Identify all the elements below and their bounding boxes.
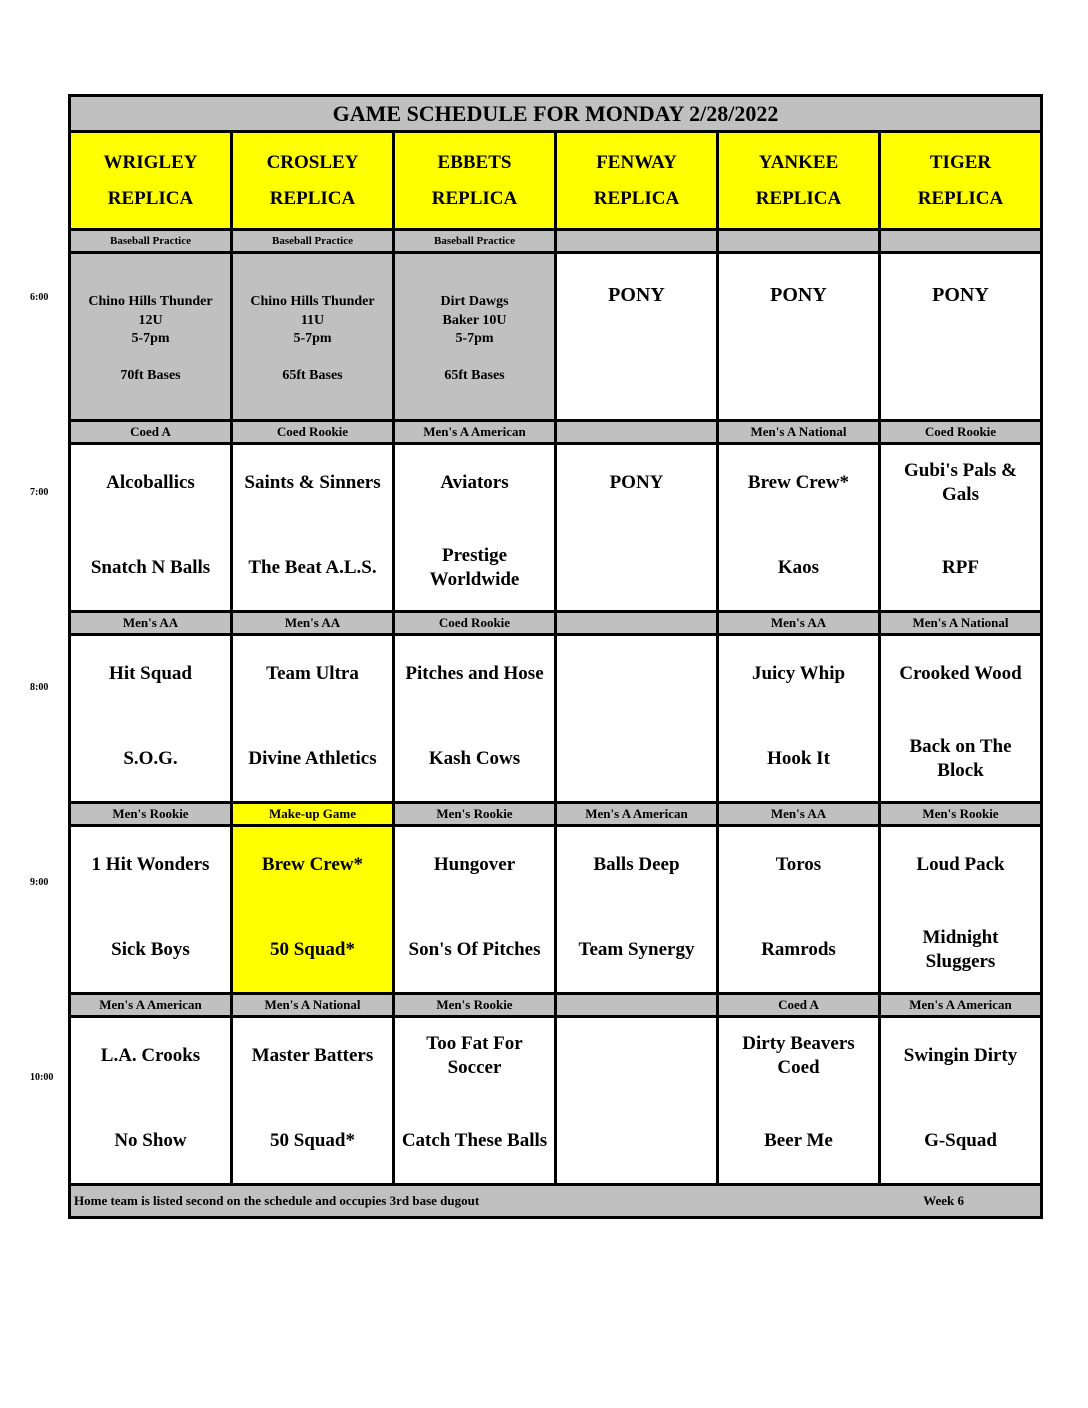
division-row: [71, 995, 1040, 1018]
division-label: Coed Rookie: [233, 422, 392, 442]
practice-line: 12U: [138, 312, 163, 328]
game-cell: [719, 1018, 878, 1183]
away-team: 1 Hit Wonders: [91, 854, 210, 875]
field-name: WRIGLEY: [103, 151, 198, 173]
field-name: YANKEE: [758, 151, 839, 173]
field-name: TIGER: [929, 151, 992, 173]
division-row: [71, 422, 1040, 445]
away-team: Saints & Sinners: [244, 472, 381, 493]
away-team: Hit Squad: [109, 663, 192, 684]
field-sub: REPLICA: [593, 187, 680, 209]
division-row: [71, 804, 1040, 827]
practice-cell: [233, 254, 392, 419]
division-row: [71, 231, 1040, 254]
away-team: Alcoballics: [106, 472, 195, 493]
division-label: Men's AA: [233, 613, 392, 633]
division-label: Baseball Practice: [395, 231, 554, 251]
time-label: 9:00: [30, 877, 49, 888]
game-cell: [395, 636, 554, 801]
division-label: Men's A National: [719, 422, 878, 442]
practice-line: Dirt Dawgs: [440, 294, 509, 309]
makeup-game-cell: [233, 827, 392, 992]
game-cell: [719, 636, 878, 801]
away-team: Swingin Dirty: [903, 1045, 1018, 1066]
game-cell: [557, 1018, 716, 1183]
field-header: [233, 133, 392, 228]
field-name: EBBETS: [437, 151, 512, 173]
practice-line: Baker 10U: [442, 312, 507, 328]
practice-cell: [71, 254, 230, 419]
game-cell: [233, 1018, 392, 1183]
division-label: Men's A American: [557, 804, 716, 824]
division-row: [71, 613, 1040, 636]
pony-label: PONY: [932, 284, 989, 306]
field-sub: REPLICA: [917, 187, 1004, 209]
home-team: Beer Me: [764, 1130, 833, 1151]
division-label: Coed A: [719, 995, 878, 1015]
home-team: Divine Athletics: [248, 748, 377, 769]
division-label: [557, 995, 716, 1015]
page-title: GAME SCHEDULE FOR MONDAY 2/28/2022: [71, 97, 1040, 133]
game-cell: [395, 445, 554, 610]
field-name: FENWAY: [596, 151, 677, 173]
game-cell: [881, 636, 1040, 801]
division-label: Men's Rookie: [395, 804, 554, 824]
division-label: Baseball Practice: [233, 231, 392, 251]
practice-line: Chino Hills Thunder: [88, 294, 213, 309]
away-team: Brew Crew*: [747, 472, 850, 493]
away-team: Dirty Beavers Coed: [742, 1033, 855, 1078]
division-label: Men's A American: [395, 422, 554, 442]
away-team: Too Fat For Soccer: [426, 1033, 523, 1078]
field-header: [71, 133, 230, 228]
home-team: Back on The Block: [909, 736, 1012, 781]
field-header: [557, 133, 716, 228]
time-label: 6:00: [30, 292, 49, 303]
practice-line: 65ft Bases: [444, 368, 505, 383]
division-label: Men's Rookie: [71, 804, 230, 824]
practice-line: 70ft Bases: [120, 368, 181, 383]
game-cell: [71, 1018, 230, 1183]
division-label: Coed A: [71, 422, 230, 442]
away-team: Crooked Wood: [899, 663, 1022, 684]
game-cell: [71, 827, 230, 992]
week-label: Week 6: [923, 1193, 964, 1208]
home-team: Hook It: [767, 748, 830, 769]
division-label: Men's A National: [881, 613, 1040, 633]
pony-label: PONY: [770, 284, 827, 306]
practice-cell: [395, 254, 554, 419]
time-label: 10:00: [30, 1072, 54, 1083]
game-cell: [881, 1018, 1040, 1183]
division-label: Men's AA: [719, 613, 878, 633]
division-label: [557, 422, 716, 442]
home-team: RPF: [942, 557, 979, 578]
game-row: [71, 445, 1040, 613]
practice-line: 11U: [300, 312, 325, 328]
away-team: Team Ultra: [266, 663, 359, 684]
field-header: [395, 133, 554, 228]
game-cell: [719, 827, 878, 992]
game-cell: [719, 254, 878, 419]
game-row: [71, 254, 1040, 422]
practice-line: 5-7pm: [455, 331, 494, 346]
away-team: Pitches and Hose: [405, 663, 544, 684]
home-team: No Show: [114, 1130, 187, 1151]
footer-note: Home team is listed second on the schedule and occupies 3rd base dugout: [74, 1193, 480, 1208]
field-sub: REPLICA: [431, 187, 518, 209]
division-label: Men's AA: [719, 804, 878, 824]
practice-line: Chino Hills Thunder: [250, 294, 375, 309]
home-team: Son's Of Pitches: [408, 939, 541, 960]
away-team: PONY: [609, 472, 664, 493]
time-label: 7:00: [30, 487, 49, 498]
game-row: [71, 827, 1040, 995]
home-team: Snatch N Balls: [90, 557, 211, 578]
home-team: Catch These Balls: [401, 1130, 548, 1151]
division-label: [719, 231, 878, 251]
game-cell: [557, 254, 716, 419]
home-team: Team Synergy: [578, 939, 695, 960]
footer: [71, 1186, 1040, 1216]
home-team: Ramrods: [761, 939, 836, 960]
time-column: [0, 0, 68, 1408]
division-label: [881, 231, 1040, 251]
division-label: Men's A American: [71, 995, 230, 1015]
home-team: The Beat A.L.S.: [248, 557, 377, 578]
game-cell: [881, 254, 1040, 419]
division-label: Men's AA: [71, 613, 230, 633]
time-label: 8:00: [30, 682, 49, 693]
away-team: L.A. Crooks: [100, 1045, 201, 1066]
game-cell: [71, 636, 230, 801]
field-header: [881, 133, 1040, 228]
away-team: Brew Crew*: [261, 854, 364, 875]
division-label: Baseball Practice: [71, 231, 230, 251]
away-team: Hungover: [433, 854, 516, 875]
division-label: [557, 231, 716, 251]
field-name: CROSLEY: [266, 151, 359, 173]
home-team: Kash Cows: [428, 748, 521, 769]
home-team: S.O.G.: [123, 748, 178, 769]
field-sub: REPLICA: [755, 187, 842, 209]
pony-label: PONY: [608, 284, 665, 306]
away-team: Aviators: [440, 472, 509, 493]
home-team: Midnight Sluggers: [922, 927, 999, 972]
division-label: [557, 613, 716, 633]
practice-line: 5-7pm: [131, 331, 170, 346]
division-label: Men's Rookie: [881, 804, 1040, 824]
game-cell: [719, 445, 878, 610]
practice-line: 65ft Bases: [282, 368, 343, 383]
home-team: Sick Boys: [111, 939, 190, 960]
game-cell: [557, 636, 716, 801]
away-team: Gubi's Pals & Gals: [904, 460, 1017, 505]
division-label: Men's A National: [233, 995, 392, 1015]
game-row: [71, 636, 1040, 804]
field-sub: REPLICA: [269, 187, 356, 209]
schedule-table: [68, 94, 1043, 1219]
game-cell: [233, 636, 392, 801]
division-label: Coed Rookie: [881, 422, 1040, 442]
game-cell: [881, 445, 1040, 610]
away-team: Toros: [775, 854, 822, 875]
home-team: 50 Squad*: [269, 939, 356, 960]
division-label: Make-up Game: [233, 804, 392, 824]
game-cell: [233, 445, 392, 610]
game-cell: [71, 445, 230, 610]
away-team: Balls Deep: [593, 854, 680, 875]
game-cell: [881, 827, 1040, 992]
field-header: [719, 133, 878, 228]
home-team: Kaos: [777, 557, 820, 578]
away-team: Loud Pack: [916, 854, 1005, 875]
away-team: Master Batters: [251, 1045, 374, 1066]
game-cell: [395, 1018, 554, 1183]
practice-line: 5-7pm: [293, 331, 332, 346]
game-cell: [395, 827, 554, 992]
field-header-row: [71, 133, 1040, 231]
away-team: Juicy Whip: [751, 663, 846, 684]
home-team: G-Squad: [924, 1130, 997, 1151]
division-label: Men's Rookie: [395, 995, 554, 1015]
home-team: 50 Squad*: [269, 1130, 356, 1151]
division-label: Men's A American: [881, 995, 1040, 1015]
game-cell: [557, 445, 716, 610]
game-row: [71, 1018, 1040, 1186]
field-sub: REPLICA: [107, 187, 194, 209]
home-team: Prestige Worldwide: [429, 545, 520, 590]
game-cell: [557, 827, 716, 992]
division-label: Coed Rookie: [395, 613, 554, 633]
